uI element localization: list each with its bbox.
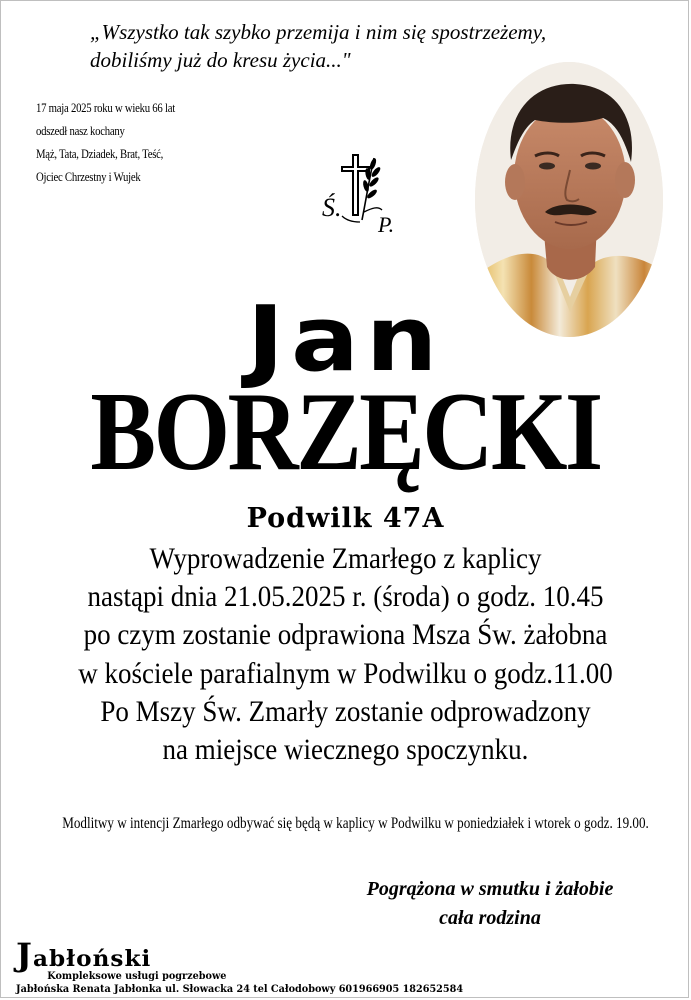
cross-with-wheat-icon xyxy=(322,150,402,235)
death-announcement-intro xyxy=(36,97,225,189)
sp-right-letter: P. xyxy=(378,212,395,235)
sp-left-letter: Ś. xyxy=(322,193,342,222)
intro-line: odszedł nasz kochany xyxy=(36,124,125,138)
details-line: na miejsce wiecznego spoczynku. xyxy=(162,733,529,767)
quote-line-1: „Wszystko tak szybko przemija i nim się spostrzeżemy, xyxy=(90,20,547,44)
intro-line: 17 maja 2025 roku w wieku 66 lat xyxy=(36,101,175,115)
funeral-home-footer xyxy=(16,936,576,996)
funeral-home-name: abłoński xyxy=(32,946,152,972)
funeral-home-initial: J xyxy=(16,936,33,974)
details-line: Po Mszy Św. Zmarły zostanie odprowadzony xyxy=(100,694,591,728)
signoff-line-1: Pogrążona w smutku i żałobie xyxy=(366,878,614,900)
funeral-home-logo xyxy=(16,936,604,974)
address: Podwilk 47A xyxy=(246,503,445,534)
surname: BORZĘCKI xyxy=(90,370,601,494)
family-signoff xyxy=(320,875,660,933)
intro-line: Ojciec Chrzestny i Wujek xyxy=(36,170,141,184)
intro-line: Mąż, Tata, Dziadek, Brat, Teść, xyxy=(36,147,164,161)
signoff-line-2: cała rodzina xyxy=(439,907,541,929)
funeral-details xyxy=(35,540,657,769)
details-line: nastąpi dnia 21.05.2025 r. (środa) o godz. 10.45 xyxy=(87,580,604,614)
details-line: po czym zostanie odprawiona Msza Św. żałobna xyxy=(83,618,608,652)
quote-line-2: dobiliśmy już do kresu życia..." xyxy=(90,48,351,72)
prayers-note: Modlitwy w intencji Zmarłego odbywać się będą w kaplicy w Podwilku w poniedziałek i wtorek o godz. 19.00. xyxy=(62,815,649,832)
first-name: Jan xyxy=(246,287,445,392)
details-line: w kościele parafialnym w Podwilku o godz.11.00 xyxy=(78,656,613,690)
funeral-home-services: Kompleksowe usługi pogrzebowe xyxy=(47,970,227,982)
funeral-home-contact: Jabłońska Renata Jabłonka ul. Słowacka 24 tel Całodobowy 601966905 182652584 xyxy=(16,983,464,995)
details-line: Wyprowadzenie Zmarłego z kaplicy xyxy=(149,542,542,575)
